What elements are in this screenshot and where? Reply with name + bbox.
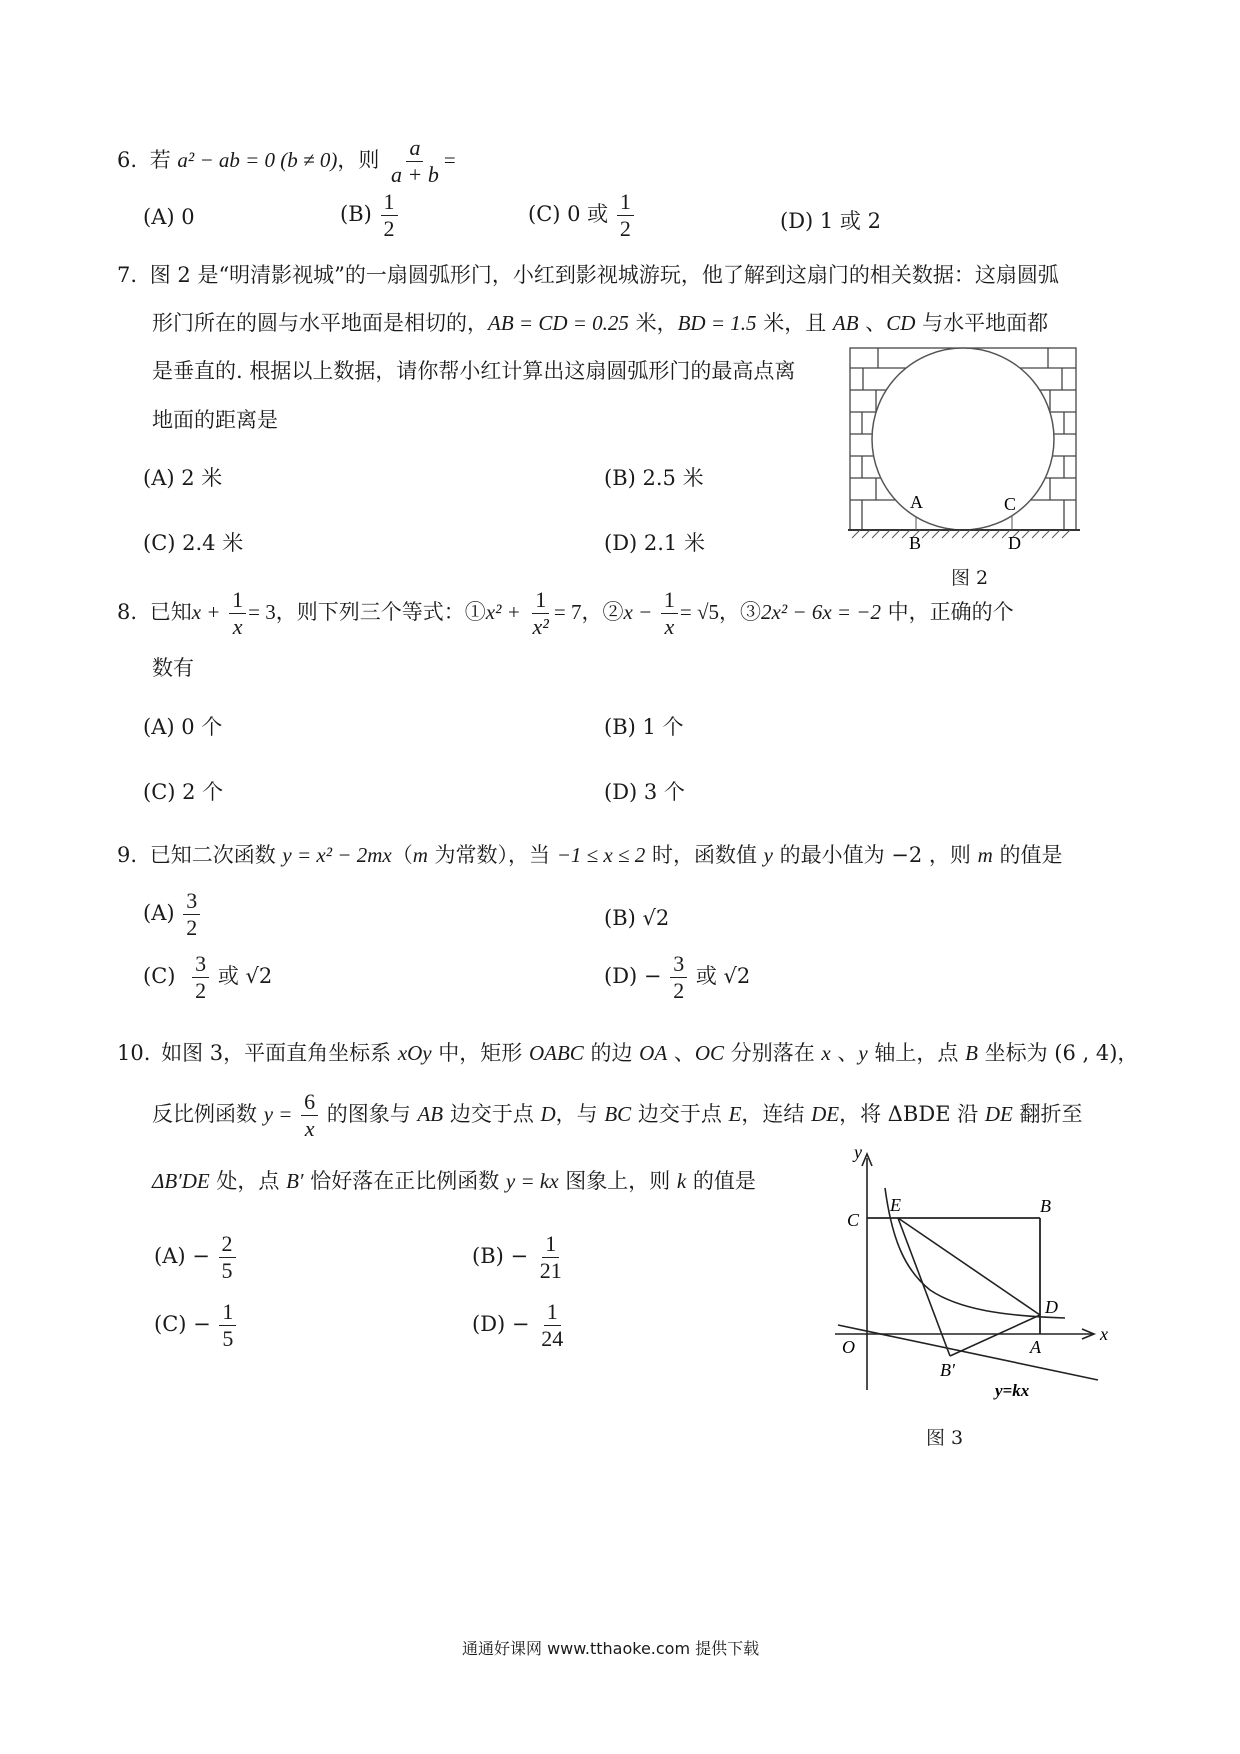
q10-line-2o: 翻折至: [1012, 1102, 1083, 1126]
q9-text-a: 已知二次函数: [149, 843, 283, 867]
q8-given-lhs: x +: [191, 600, 221, 624]
q9-stem: [117, 842, 1062, 868]
q8-eq2-den: x: [664, 614, 675, 639]
page-footer: 通通好课网 www.tthaoke.com 提供下载: [462, 1639, 760, 1658]
q8-eq3: 2x² − 6x = −2: [761, 600, 881, 624]
q8-eq1-lhs: x² +: [485, 600, 521, 624]
q8-eq2-lhs: x −: [623, 600, 653, 624]
q7-number: 7.: [117, 263, 138, 287]
q8-line-2: 数有: [152, 656, 194, 680]
q7-line-3: 是垂直的. 根据以上数据，请你帮小红计算出这扇圆弧形门的最高点离: [152, 359, 796, 383]
q10-d: D: [540, 1102, 556, 1126]
q8-eq1-num: 1: [532, 588, 549, 614]
q10-line-1o: 坐标为 (6 , 4)，: [977, 1041, 1139, 1065]
q7-line-2i: 与水平地面都: [915, 311, 1049, 335]
arch-circle: [872, 348, 1054, 530]
q9-option-c: [143, 952, 272, 1003]
q7-ab-cd: AB = CD = 0.25: [488, 311, 629, 335]
q10-option-c-label: (C) −: [154, 1312, 211, 1336]
q9-m-2: m: [977, 843, 993, 867]
q10-y: y: [858, 1041, 868, 1065]
q10-option-b-num: 1: [542, 1232, 559, 1258]
q9-option-a: [143, 889, 202, 940]
q9-option-c-frac: [192, 952, 209, 1003]
q10-line-2g: ，与: [555, 1102, 605, 1126]
q10-line-1c: 中，矩形: [431, 1041, 529, 1065]
q10-line-2a: 反比例函数: [152, 1102, 264, 1126]
q10-option-c: [154, 1300, 238, 1351]
q9-m-1: m: [412, 843, 428, 867]
q6-option-c-den: 2: [619, 216, 631, 241]
label-a: A: [910, 492, 923, 512]
q10-line-3h: 的值是: [686, 1169, 756, 1193]
q10-line-1a: 如图 3，平面直角坐标系: [161, 1041, 398, 1065]
q10-line-3: [152, 1168, 756, 1194]
q10-option-d-den: 24: [541, 1326, 564, 1351]
q6-number: 6.: [117, 148, 138, 172]
q9-option-b: (B) √2: [604, 906, 670, 930]
q8-option-c: (C) 2 个: [143, 780, 224, 804]
q10-k: k: [676, 1169, 687, 1193]
q9-option-a-label: (A): [143, 901, 175, 925]
q6-stem: [117, 136, 456, 187]
q9-range: −1 ≤ x ≤ 2: [556, 843, 646, 867]
q6-option-c-frac: [617, 190, 634, 241]
q10-oc: OC: [694, 1041, 725, 1065]
q10-option-b: [472, 1232, 567, 1283]
q8-given-rhs: = 3: [248, 600, 276, 624]
q10-line-1k: 、: [830, 1041, 859, 1065]
q8-eq1-rhs: = 7: [553, 600, 582, 624]
q10-option-c-frac: [219, 1300, 236, 1351]
q7-option-c: (C) 2.4 米: [143, 531, 244, 555]
q6-option-b-num: 1: [381, 190, 398, 216]
q10-line-3f: 图象上，则: [558, 1169, 677, 1193]
rectangle-oabc: [867, 1218, 1040, 1334]
q8-line-1: [117, 588, 1014, 639]
q6-condition: a² − ab = 0 (b ≠ 0): [177, 148, 338, 172]
q10-ab: AB: [417, 1102, 444, 1126]
q7-option-a: (A) 2 米: [143, 466, 223, 490]
q9-option-c-label: (C): [143, 964, 176, 988]
q10-option-d-num: 1: [544, 1300, 561, 1326]
q9-text-f: 的值是: [992, 843, 1063, 867]
q6-option-b: [340, 190, 400, 241]
q10-line-3b: 处，点: [209, 1169, 287, 1193]
q6-option-c: [528, 190, 636, 241]
q8-eq2-num: 1: [661, 588, 678, 614]
q7-line-1: [117, 262, 1059, 288]
q10-xoy: xOy: [397, 1041, 432, 1065]
q7-line-2g: 、: [858, 311, 887, 335]
q7-line-2c: 米，: [628, 311, 678, 335]
q10-fraction: [301, 1090, 318, 1141]
q6-option-b-label: (B): [340, 202, 372, 226]
q9-text-e: 的最小值为 −2 ，则: [772, 843, 978, 867]
q6-option-a: (A) 0: [143, 205, 195, 229]
q10-option-c-num: 1: [219, 1300, 236, 1326]
q10-option-d-label: (D) −: [472, 1312, 530, 1336]
q7-option-d: (D) 2.1 米: [604, 531, 705, 555]
label-d: D: [1045, 1297, 1058, 1317]
label-e: E: [890, 1195, 901, 1215]
label-y-axis: y: [854, 1142, 862, 1162]
q10-line-3d: 恰好落在正比例函数: [303, 1169, 506, 1193]
q6-frac-den: a + b: [391, 162, 439, 187]
q9-function: y = x² − 2mx: [282, 843, 392, 867]
q7-line-2a: 形门所在的圆与水平地面是相切的，: [152, 311, 488, 335]
q10-oabc: OABC: [528, 1041, 584, 1065]
q9-option-a-frac: [183, 889, 200, 940]
q10-line-1g: 、: [667, 1041, 695, 1065]
q10-line-1e: 的边: [583, 1041, 640, 1065]
q6-frac-num: a: [406, 136, 423, 162]
q6-lead: 若: [149, 148, 171, 172]
q8-eq1-den: x²: [532, 614, 549, 639]
q8-tail: 中，正确的个: [880, 600, 1014, 624]
fold-lines: [898, 1218, 1040, 1356]
q8-number: 8.: [117, 600, 138, 624]
axes: [835, 1154, 1094, 1390]
q9-option-d-label: (D) −: [604, 964, 662, 988]
q10-option-b-label: (B) −: [472, 1244, 529, 1268]
q6-option-b-den: 2: [383, 216, 395, 241]
q7-line-1-text: 图 2 是“明清影视城”的一扇圆弧形门，小红到影视城游玩，他了解到这扇门的相关数据：这扇圆弧: [149, 263, 1059, 287]
q8-eq2-frac: [661, 588, 678, 639]
q9-option-c-num: 3: [192, 952, 209, 978]
q9-option-d-den: 2: [673, 978, 685, 1003]
q10-de-2: DE: [984, 1102, 1013, 1126]
label-b-prime: B′: [940, 1360, 955, 1380]
q10-option-a-label: (A) −: [154, 1244, 210, 1268]
q6-option-d: (D) 1 或 2: [780, 209, 881, 233]
q9-option-d: [604, 952, 750, 1003]
q10-bprime: B′: [286, 1169, 304, 1193]
figure-2-arch-door: [848, 346, 1080, 552]
q10-number: 10.: [117, 1041, 151, 1065]
q9-option-d-tail: 或 √2: [689, 964, 751, 988]
q9-text-b: （: [391, 843, 413, 867]
figure-3-caption: 图 3: [926, 1427, 964, 1449]
q10-line-2: [152, 1090, 1083, 1141]
label-b: B: [1040, 1196, 1051, 1216]
q10-x: x: [821, 1041, 831, 1065]
q8-eq2-rhs: = √5: [679, 600, 720, 624]
q9-option-d-num: 3: [670, 952, 687, 978]
q7-line-2e: 米，且: [756, 311, 833, 335]
q6-fraction: [388, 136, 442, 187]
q8-given-frac: [229, 588, 246, 639]
q8-given-den: x: [232, 614, 243, 639]
q10-option-b-frac: [537, 1232, 565, 1283]
label-c: C: [847, 1210, 860, 1230]
q10-line-1i: 分别落在: [724, 1041, 822, 1065]
figure-3-coordinate-diagram: [830, 1140, 1120, 1405]
q10-option-a-den: 5: [221, 1258, 233, 1283]
label-c: C: [1004, 494, 1017, 514]
q10-option-d: [472, 1300, 568, 1351]
q7-ab: AB: [832, 311, 859, 335]
q9-option-d-frac: [670, 952, 687, 1003]
q10-option-b-den: 21: [539, 1258, 562, 1283]
q10-option-a-frac: [219, 1232, 236, 1283]
label-y-kx: y=kx: [995, 1381, 1030, 1400]
q10-line-2e: 边交于点: [443, 1102, 541, 1126]
q7-bd: BD = 1.5: [677, 311, 757, 335]
q10-triangle: ΔB′DE: [152, 1169, 210, 1193]
q10-option-a-num: 2: [219, 1232, 236, 1258]
ground-hatch: [852, 530, 1070, 538]
q10-frac-den: x: [304, 1116, 315, 1141]
q10-line-2m: ，将 ΔBDE 沿: [839, 1102, 985, 1126]
q10-line-1: [117, 1040, 1138, 1066]
q8-sep3: ，③: [719, 600, 762, 624]
q9-y: y: [763, 843, 773, 867]
q8-given-num: 1: [229, 588, 246, 614]
q8-option-d: (D) 3 个: [604, 780, 685, 804]
q8-option-b: (B) 1 个: [604, 715, 684, 739]
q10-bc: BC: [604, 1102, 632, 1126]
q10-oa: OA: [639, 1041, 668, 1065]
q10-e: E: [728, 1102, 742, 1126]
label-o: O: [842, 1337, 855, 1357]
q9-option-c-den: 2: [195, 978, 207, 1003]
q10-frac-num: 6: [301, 1090, 318, 1116]
q9-option-a-num: 3: [183, 889, 200, 915]
q10-y-kx: y = kx: [505, 1169, 559, 1193]
q6-option-c-label: (C) 0 或: [528, 202, 609, 226]
q10-option-d-frac: [538, 1300, 566, 1351]
q6-equals: =: [443, 148, 456, 172]
q9-option-a-den: 2: [186, 915, 198, 940]
q8-lead: 已知: [149, 600, 192, 624]
q8-option-a: (A) 0 个: [143, 715, 223, 739]
q9-text-d: 时，函数值: [645, 843, 764, 867]
q6-option-c-num: 1: [617, 190, 634, 216]
label-a: A: [1030, 1337, 1041, 1357]
q10-option-c-den: 5: [222, 1326, 234, 1351]
q7-option-b: (B) 2.5 米: [604, 466, 704, 490]
q6-option-b-frac: [381, 190, 398, 241]
q8-eq1-frac: [530, 588, 552, 639]
q7-line-4: 地面的距离是: [152, 408, 278, 432]
q10-b: B: [965, 1041, 978, 1065]
figure-2-caption: 图 2: [951, 567, 989, 589]
label-d: D: [1008, 533, 1021, 552]
q7-line-2: [152, 310, 1048, 336]
q6-then: ，则: [337, 148, 380, 172]
q9-option-c-tail: 或 √2: [211, 964, 273, 988]
q9-text-c: 为常数），当: [427, 843, 557, 867]
q10-option-a: [154, 1232, 238, 1283]
q10-y-equals: y =: [263, 1102, 293, 1126]
q10-de: DE: [811, 1102, 840, 1126]
q10-line-2c: 的图象与: [320, 1102, 418, 1126]
q8-mid: ，则下列三个等式：①: [275, 600, 486, 624]
label-b: B: [909, 533, 922, 552]
q7-cd: CD: [886, 311, 916, 335]
q9-number: 9.: [117, 843, 138, 867]
q10-line-2i: 边交于点: [631, 1102, 729, 1126]
label-x-axis: x: [1100, 1324, 1108, 1344]
q8-sep2: ，②: [581, 600, 624, 624]
q10-line-2k: ，连结: [741, 1102, 812, 1126]
q10-line-1m: 轴上，点: [867, 1041, 966, 1065]
